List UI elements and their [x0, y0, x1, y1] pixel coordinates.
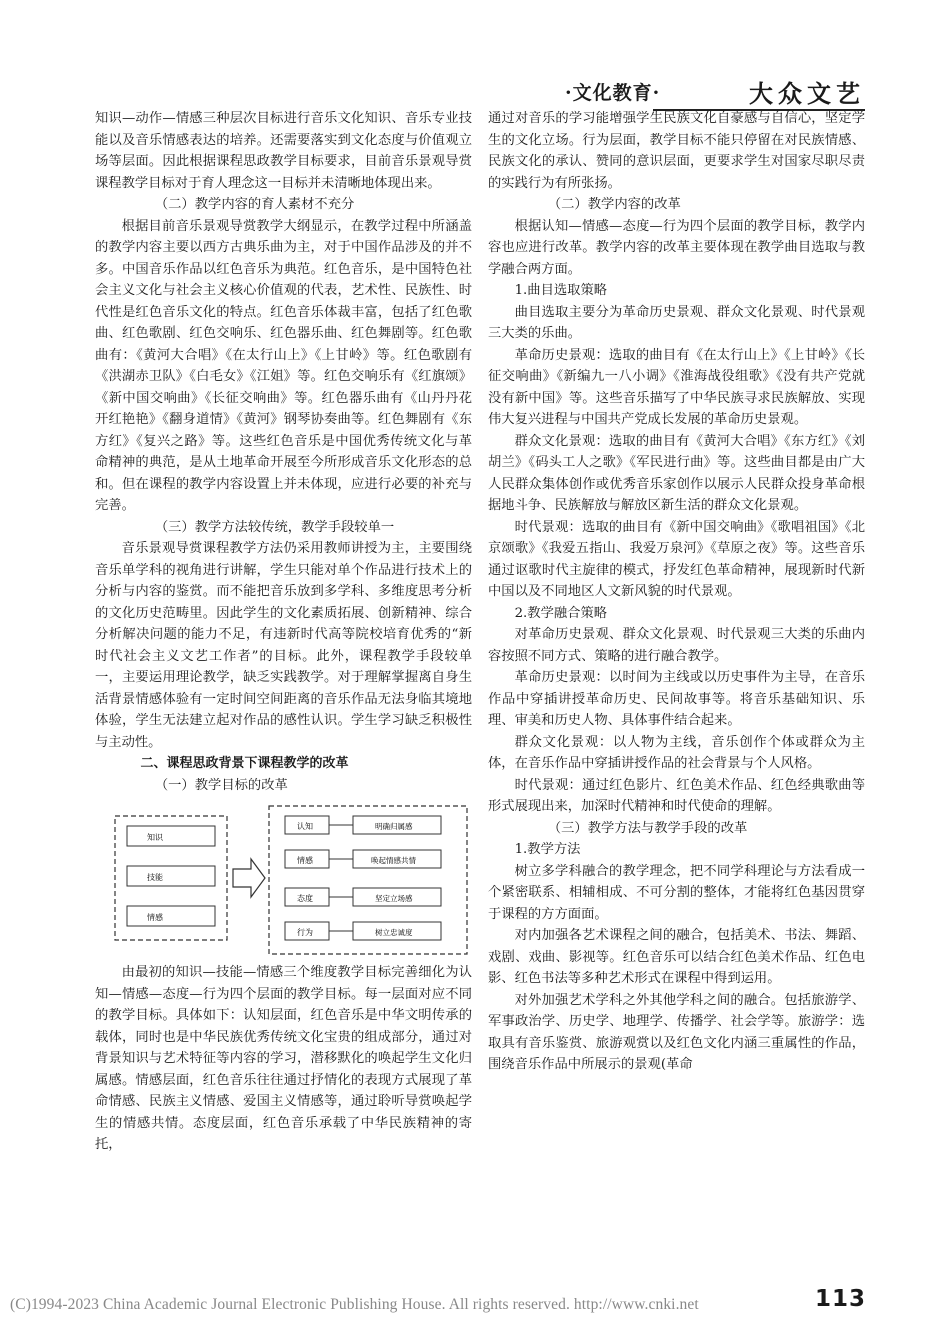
subheading: 1.曲目选取策略	[514, 283, 608, 298]
subheading: 1.教学方法	[514, 842, 581, 857]
skill-box	[127, 866, 215, 886]
goal-label: 唤起情感共情	[371, 856, 416, 865]
subheading: （三）教学方法较传统，教学手段较单一	[154, 519, 395, 535]
magazine-title: 大众文艺	[749, 79, 865, 108]
goal-label: 明确归属感	[375, 822, 413, 831]
paragraph: 知识—动作—情感三种层次目标进行音乐文化知识、音乐专业技能以及音乐情感表达的培养。还需要落实到文化态度与价值观立场等层面。因此根据课程思政教学目标要求，目前音乐景观导赏课程教学目标对于育人理念这一目标并未清晰地体现出来。	[95, 111, 472, 191]
layer-label: 态度	[297, 894, 313, 903]
subheading: （一）教学目标的改革	[154, 777, 288, 793]
paragraph: 由最初的知识—技能—情感三个维度教学目标完善细化为认知—情感—态度—行为四个层面的教学目标。每一层面对应不同的教学目标。具体如下：认知层面，红色音乐是中华文明传承的载体，同时也是中华民族优秀传统文化宝贵的组成部分，通过对背景知识与艺术特征等内容的学习，潜移默化的唤起学生文化归属感。情感层面，红色音乐往往通过抒情化的表现方式展现了革命情感、民族主义情感、爱国主义情感等，通过聆听导赏唤起学生的情感共情。态度层面，红色音乐承载了中华民族精神的寄托，	[95, 965, 472, 1152]
page-number: 113	[815, 1286, 867, 1312]
left-item-label: 知识	[147, 833, 163, 842]
left-item-label: 技能	[147, 873, 163, 882]
goal-label: 树立忠诚度	[375, 928, 413, 937]
paragraph: 音乐景观导赏课程教学方法仍采用教师讲授为主，主要围绕音乐单学科的视角进行讲解，学生只能对单个作品进行技术上的分析与内容的鉴赏。而不能把音乐放到多学科、多维度思考分析的文化历史范畴里。因此学生的文化素质拓展、创新精神、综合分析解决问题的能力不足，有违新时代高等院校培育优秀的“新时代社会主义文艺工作者”的目标。此外，课程教学手段较单一，主要运用理论教学，缺乏实践教学。对于理解掌握离自身生活背景情感体验有一定时间空间距离的音乐作品无法身临其境地体验，学生无法建立起对作品的感性认识。学生学习缺乏积极性与主动性。	[95, 541, 472, 750]
subheading: （二）教学内容的改革	[547, 197, 681, 212]
left-column	[95, 108, 472, 1156]
left-item-label: 情感	[147, 913, 163, 922]
paragraph: 对外加强艺术学科之外其他学科之间的融合。包括旅游学、军事政治学、历史学、地理学、传播学、社会学等。旅游学：选取具有音乐鉴赏、旅游观赏以及红色文化内涵三重属性的作品，围绕音乐作品中所展示的景观(革命	[488, 992, 865, 1072]
paragraph: 时代景观：通过红色影片、红色美术作品、红色经典歌曲等形式展现出来，加深时代精神和时代使命的理解。	[488, 777, 865, 814]
section-label: ·文化教育·	[565, 82, 661, 104]
subheading: （二）教学内容的育人素材不充分	[154, 197, 355, 212]
paragraph: 革命历史景观：选取的曲目有《在太行山上》《上甘岭》《长征交响曲》《新编九一八小调》《淮海战役组歌》《没有共产党就没有新中国》等。这些音乐描写了中华民族寻求民族解放、实现伟大复兴进程与中国共产党成长发展的革命历史景观。	[488, 347, 865, 427]
page-header	[565, 74, 865, 108]
emotion-box	[127, 906, 215, 926]
paragraph: 对内加强各艺术课程之间的融合，包括美术、书法、舞蹈、戏剧、戏曲、影视等。红色音乐可以结合红色美术作品、红色电影、红色书法等多种艺术形式在课程中得到运用。	[488, 928, 865, 986]
diagram-right-group	[269, 806, 467, 954]
goal-label: 坚定立场感	[375, 894, 413, 903]
paragraph: 群众文化景观：以人物为主线，音乐创作个体或群众为主体，在音乐作品中穿插讲授作品的社会背景与个人风格。	[488, 734, 865, 771]
paragraph: 对革命历史景观、群众文化景观、时代景观三大类的乐曲内容按照不同方式、策略的进行融合教学。	[488, 627, 865, 664]
section-heading: 二、课程思政背景下课程教学的改革	[140, 756, 349, 771]
subheading: 2.教学融合策略	[514, 605, 608, 621]
paragraph: 树立多学科融合的教学理念，把不同学科理论与方法看成一个紧密联系、相辅相成、不可分割的整体，才能将红色基因贯穿于课程的方方面面。	[488, 863, 865, 922]
paragraph: 时代景观：选取的曲目有《新中国交响曲》《歌唱祖国》《北京颂歌》《我爱五指山、我爱万泉河》《草原之夜》等。这些音乐通过讴歌时代主旋律的模式，抒发红色革命精神，展现新时代新中国以及不同地区人文新风貌的时代景观。	[488, 519, 865, 599]
paragraph: 根据认知—情感—态度—行为四个层面的教学目标，教学内容也应进行改革。教学内容的改革主要体现在教学曲目选取与教学融合两方面。	[488, 218, 865, 277]
layer-label: 情感	[297, 856, 313, 865]
objectives-diagram	[109, 802, 469, 958]
paragraph: 曲目选取主要分为革命历史景观、群众文化景观、时代景观三大类的乐曲。	[488, 304, 865, 341]
right-column	[488, 108, 865, 1076]
knowledge-box	[127, 826, 215, 846]
paragraph: 根据目前音乐景观导赏教学大纲显示，在教学过程中所涵盖的教学内容主要以西方古典乐曲为主，对于中国作品涉及的并不多。中国音乐作品以红色音乐为典范。红色音乐，是中国特色社会主义文化与社会主义核心价值观的代表，艺术性、民族性、时代性是红色音乐文化的特点。红色音乐体裁丰富，包括了红色歌曲、红色歌剧、红色交响乐、红色器乐曲、红色舞剧等。红色歌曲有：《黄河大合唱》《在太行山上》《上甘岭》等。红色歌剧有《洪湖赤卫队》《白毛女》《江姐》等。红色交响乐有《红旗颂》《新中国交响曲》《长征交响曲》等。红色器乐曲有《山丹丹花开红艳艳》《翻身道情》《黄河》钢琴协奏曲等。红色舞剧有《东方红》《复兴之路》等。这些红色音乐是中国优秀传统文化与革命精神的典范，是从土地革命开展至今所形成音乐文化形态的总和。但在课程的教学内容设置上并未体现，应进行必要的补充与完善。	[95, 218, 472, 513]
subheading: （三）教学方法与教学手段的改革	[547, 820, 748, 836]
layer-label: 认知	[297, 822, 313, 831]
diagram-left-group	[115, 816, 227, 940]
layer-label: 行为	[297, 928, 313, 937]
copyright-footer: (C)1994-2023 China Academic Journal Electronic Publishing House. All rights reserved. http://www.cnki.net	[10, 1296, 699, 1313]
paragraph: 群众文化景观：选取的曲目有《黄河大合唱》《东方红》《刘胡兰》《码头工人之歌》《军民进行曲》等。这些曲目都是由广大人民群众集体创作或优秀音乐家创作以展示人民群众投身革命根据地斗争、民族解放与解放区新生活的群众文化景观。	[488, 433, 865, 513]
paragraph: 革命历史景观：以时间为主线或以历史事件为主导，在音乐作品中穿插讲授革命历史、民间故事等。将音乐基础知识、乐理、审美和历史人物、具体事件结合起来。	[488, 670, 865, 728]
arrow-right-icon	[233, 859, 265, 897]
paragraph: 通过对音乐的学习能增强学生民族文化自豪感与自信心，坚定学生的文化立场。行为层面，教学目标不能只停留在对民族情感、民族文化的承认、赞同的意识层面，更要求学生对国家尽职尽责的实践行为有所张扬。	[488, 111, 865, 191]
